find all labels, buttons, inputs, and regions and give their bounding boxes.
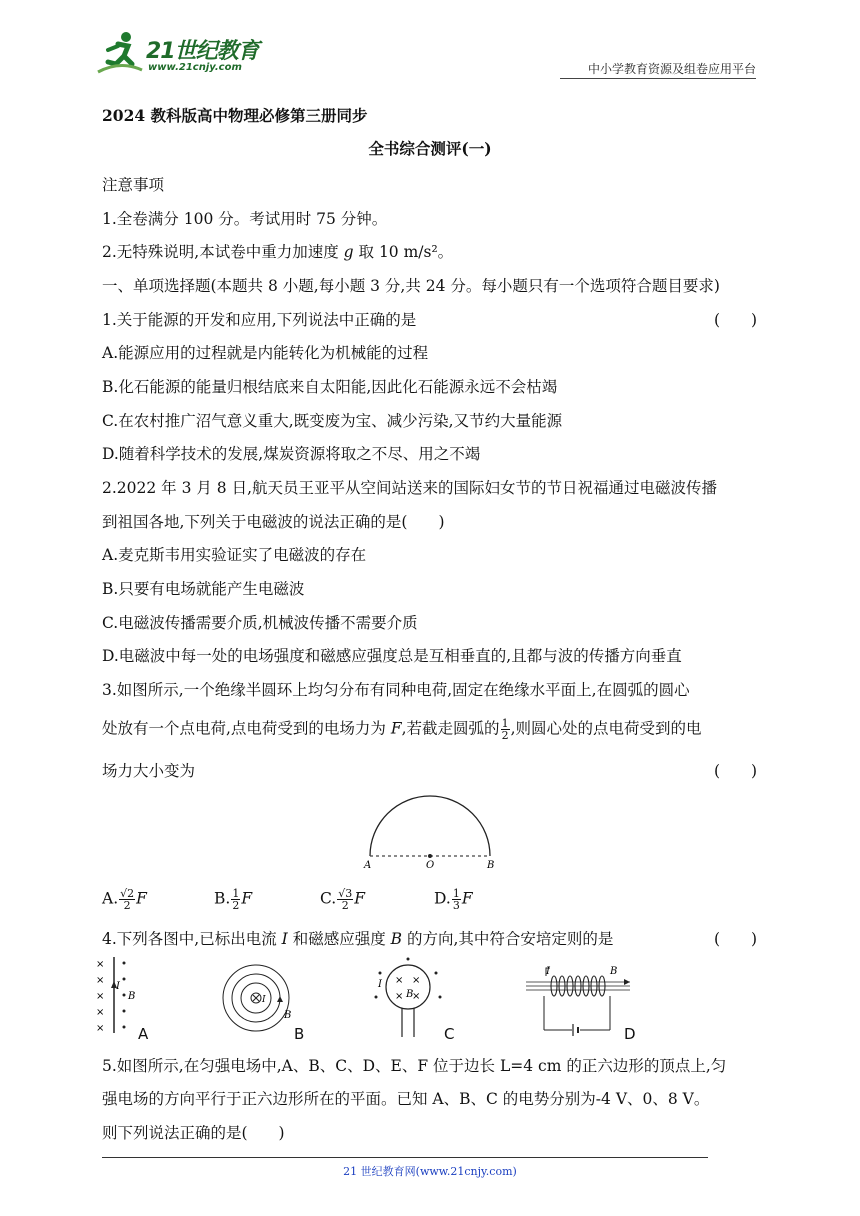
- svg-text:×: ×: [395, 975, 404, 986]
- note-2: 2.无特殊说明,本试卷中重力加速度 g 取 10 m/s²。: [102, 243, 454, 261]
- svg-text:I: I: [546, 966, 550, 977]
- q4-figure-b[interactable]: [218, 960, 298, 1036]
- q4-figure-a[interactable]: [94, 955, 154, 1035]
- svg-text:×: ×: [96, 959, 105, 970]
- logo-url: www.21cnjy.com: [148, 62, 242, 73]
- svg-text:B: B: [406, 989, 414, 1000]
- doc-subtitle: 2024 教科版高中物理必修第三册同步: [102, 106, 368, 125]
- svg-text:×: ×: [395, 991, 404, 1002]
- q1-option-b[interactable]: B.化石能源的能量归根结底来自太阳能,因此化石能源永远不会枯竭: [102, 378, 558, 396]
- svg-text:×: ×: [412, 975, 421, 986]
- q3-semicircle-figure: [360, 790, 500, 870]
- q4-answer-paren[interactable]: ( ): [714, 930, 758, 948]
- q2-option-a[interactable]: A.麦克斯韦用实验证实了电磁波的存在: [102, 546, 367, 564]
- field-direction-arrow-icon: [277, 996, 283, 1002]
- q2-stem-line1: 2.2022 年 3 月 8 日,航天员王亚平从空间站送来的国际妇女节的节日祝福通过电磁波传播: [102, 479, 718, 497]
- semicircle-arc: [370, 796, 490, 856]
- q4-stem: 4.下列各图中,已标出电流 I 和磁感应强度 B 的方向,其中符合安培定则的是: [102, 930, 614, 948]
- q1-option-c[interactable]: C.在农村推广沼气意义重大,既变废为宝、减少污染,又节约大量能源: [102, 412, 563, 430]
- q3-option-a[interactable]: A. $\frac{√2}{2}$ F: [102, 887, 147, 912]
- note-1: 1.全卷满分 100 分。考试用时 75 分钟。: [102, 210, 388, 228]
- q2-option-d[interactable]: D.电磁波中每一处的电场强度和磁感应强度总是互相垂直的,且都与波的传播方向垂直: [102, 647, 682, 665]
- svg-text:×: ×: [96, 1007, 105, 1018]
- svg-text:B: B: [284, 1010, 292, 1021]
- svg-text:×: ×: [412, 991, 421, 1002]
- svg-text:×: ×: [96, 1023, 105, 1034]
- q5-stem-line1: 5.如图所示,在匀强电场中,A、B、C、D、E、F 位于边长 L=4 cm 的正六边形的顶点上,匀: [102, 1057, 727, 1075]
- svg-text:B: B: [128, 991, 136, 1002]
- q5-stem-line2: 强电场的方向平行于正六边形所在的平面。已知 A、B、C 的电势分别为-4 V、0、8 V。: [102, 1090, 710, 1108]
- q2-option-b[interactable]: B.只要有电场就能产生电磁波: [102, 580, 305, 598]
- svg-text:I: I: [378, 979, 382, 990]
- notes-heading: 注意事项: [102, 176, 165, 194]
- fig-label-b: B: [487, 860, 495, 870]
- field-arrow-icon: [624, 979, 630, 985]
- q1-answer-paren[interactable]: ( ): [714, 311, 758, 329]
- logo-brand: 21世纪教育: [146, 39, 259, 64]
- section-1-heading: 一、单项选择题(本题共 8 小题,每小题 3 分,共 24 分。每小题只有一个选项符合题目要求): [102, 277, 720, 295]
- svg-text:I: I: [116, 981, 120, 992]
- q3-stem-line1: 3.如图所示,一个绝缘半圆环上均匀分布有同种电荷,固定在绝缘水平面上,在圆弧的圆心: [102, 681, 690, 699]
- q3-option-d[interactable]: D. $\frac{1}{3}$ F: [434, 887, 473, 912]
- q1-option-d[interactable]: D.随着科学技术的发展,煤炭资源将取之不尽、用之不竭: [102, 445, 481, 463]
- q4-figure-c[interactable]: [368, 955, 448, 1039]
- header-platform: 中小学教育资源及组卷应用平台: [587, 62, 756, 76]
- svg-text:×: ×: [96, 975, 105, 986]
- fig-label-o: O: [426, 860, 435, 870]
- q4-sub-label-a: A: [138, 1025, 149, 1043]
- q4-sub-label-d: D: [624, 1025, 636, 1043]
- q3-fraction: $\frac{1}{2}$: [501, 717, 509, 742]
- fig-label-a: A: [364, 860, 372, 870]
- runner-logo-icon: [96, 30, 144, 76]
- svg-text:B: B: [610, 966, 618, 977]
- q5-stem-line3: 则下列说法正确的是( ): [102, 1124, 285, 1142]
- q3-option-c[interactable]: C. $\frac{√3}{2}$ F: [320, 887, 366, 912]
- q3-stem-line3: 场力大小变为: [102, 762, 196, 780]
- doc-title: 全书综合测评(一): [368, 139, 492, 158]
- q2-stem-line2: 到祖国各地,下列关于电磁波的说法正确的是( ): [102, 513, 445, 531]
- q4-figure-d[interactable]: [524, 960, 634, 1036]
- header-rule: [560, 78, 756, 79]
- q1-option-a[interactable]: A.能源应用的过程就是内能转化为机械能的过程: [102, 344, 429, 362]
- q3-stem-line2: 处放有一个点电荷,点电荷受到的电场力为 F,若截走圆弧的 $\frac{1}{2}$ ,则圆心处的点电荷受到的电: [102, 717, 702, 742]
- header-logo: [96, 30, 266, 78]
- q3-option-b[interactable]: B. $\frac{1}{2}$ F: [214, 887, 253, 912]
- footer-link[interactable]: 21 世纪教育网(www.21cnjy.com): [343, 1165, 517, 1178]
- center-charge: [428, 854, 432, 858]
- q3-answer-paren[interactable]: ( ): [714, 762, 758, 780]
- q4-sub-label-c: C: [444, 1025, 455, 1043]
- q4-sub-label-b: B: [294, 1025, 305, 1043]
- svg-text:I: I: [262, 995, 266, 1005]
- q2-option-c[interactable]: C.电磁波传播需要介质,机械波传播不需要介质: [102, 614, 418, 632]
- svg-text:×: ×: [96, 991, 105, 1002]
- q1-stem: 1.关于能源的开发和应用,下列说法中正确的是: [102, 311, 417, 329]
- footer-rule: [102, 1157, 708, 1158]
